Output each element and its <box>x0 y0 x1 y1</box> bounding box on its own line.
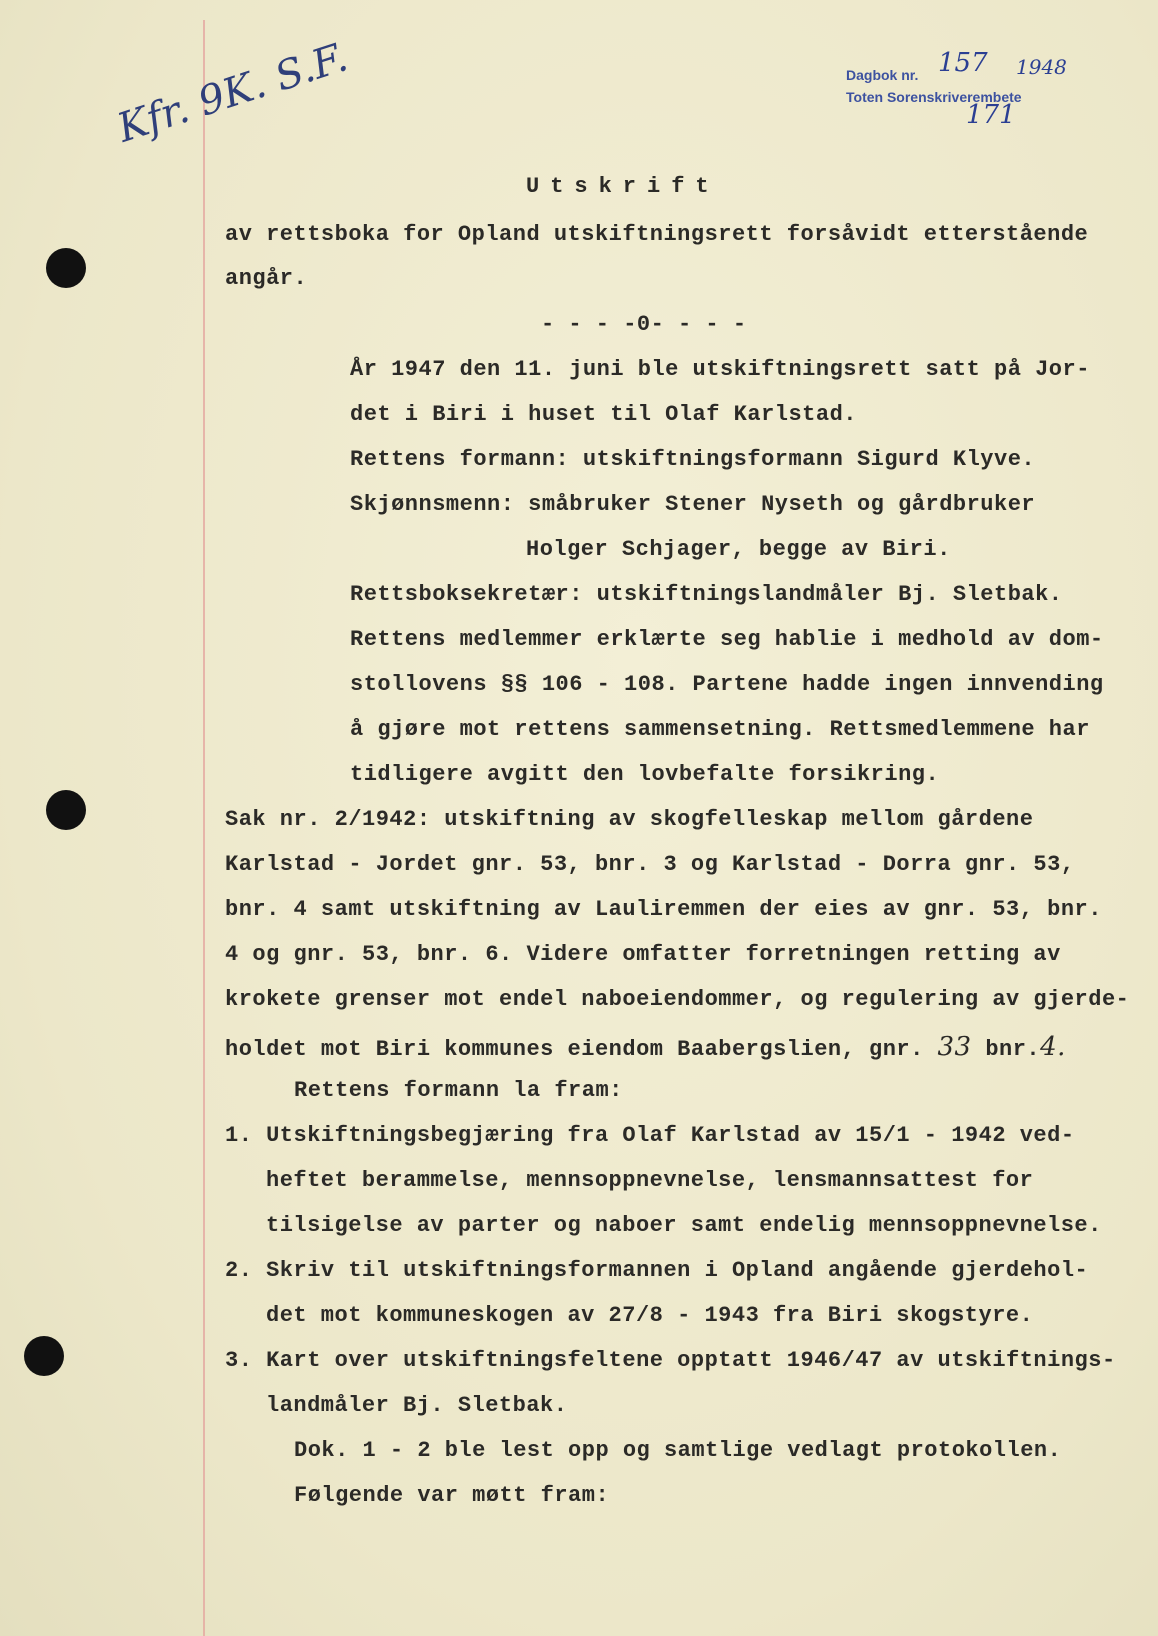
bnr-label: bnr. <box>985 1037 1041 1062</box>
punch-hole <box>46 790 86 830</box>
text-line: Rettsboksekretær: utskiftningslandmåler Bj. Sletbak. <box>350 582 1063 607</box>
text-line: tilsigelse av parter og naboer samt endelig mennsoppnevnelse. <box>266 1213 1102 1238</box>
stamp-year: 1948 <box>1016 55 1067 79</box>
text-line: År 1947 den 11. juni ble utskiftningsrett satt på Jor- <box>350 357 1090 382</box>
document-title: Utskrift <box>526 174 720 199</box>
text-line: heftet berammelse, mennsoppnevnelse, lensmannsattest for <box>266 1168 1034 1193</box>
text-line: Karlstad - Jordet gnr. 53, bnr. 3 og Karlstad - Dorra gnr. 53, <box>225 852 1075 877</box>
punch-hole <box>24 1336 64 1376</box>
text-line: Rettens medlemmer erklærte seg hablie i medhold av dom- <box>350 627 1104 652</box>
text-line: 4 og gnr. 53, bnr. 6. Videre omfatter forretningen retting av <box>225 942 1061 967</box>
stamp-entry-number: 157 <box>938 48 988 78</box>
text-line: å gjøre mot rettens sammensetning. Rettsmedlemmene har <box>350 717 1090 742</box>
margin-rule <box>203 20 205 1636</box>
stamp-dagbok-label: Dagbok nr. <box>846 67 919 83</box>
text-line: stollovens §§ 106 - 108. Partene hadde ingen innvending <box>350 672 1104 697</box>
text-line: Rettens formann: utskiftningsformann Sigurd Klyve. <box>350 447 1036 472</box>
text-line: det i Biri i huset til Olaf Karlstad. <box>350 402 857 427</box>
text-line: av rettsboka for Opland utskiftningsrett forsåvidt etterstående <box>225 222 1089 247</box>
text-line: Holger Schjager, begge av Biri. <box>526 537 951 562</box>
text-line-main: holdet mot Biri kommunes eiendom Baabergslien, gnr. <box>225 1037 924 1062</box>
list-item: 2. Skriv til utskiftningsformannen i Opland angående gjerdehol- <box>225 1258 1089 1283</box>
text-line: bnr. 4 samt utskiftning av Lauliremmen der eies av gnr. 53, bnr. <box>225 897 1102 922</box>
text-line: Dok. 1 - 2 ble lest opp og samtlige vedlagt protokollen. <box>294 1438 1062 1463</box>
list-item: 1. Utskiftningsbegjæring fra Olaf Karlstad av 15/1 - 1942 ved- <box>225 1123 1075 1148</box>
text-line: Rettens formann la fram: <box>294 1078 623 1103</box>
text-line: tidligere avgitt den lovbefalte forsikring. <box>350 762 940 787</box>
handwritten-gnr: 33 <box>937 1032 972 1062</box>
margin-handwritten-note: Kfr. 9K. S.F. <box>112 34 354 152</box>
list-item: 3. Kart over utskiftningsfeltene opptatt 1946/47 av utskiftnings- <box>225 1348 1116 1373</box>
separator-line: - - - -0- - - - <box>541 312 747 337</box>
punch-hole <box>46 248 86 288</box>
text-line: angår. <box>225 266 308 291</box>
text-line: krokete grenser mot endel naboeiendommer, og regulering av gjerde- <box>225 987 1130 1012</box>
stamp-folio: 171 <box>966 100 1016 130</box>
handwritten-bnr: 4. <box>1040 1032 1066 1062</box>
text-line: det mot kommuneskogen av 27/8 - 1943 fra Biri skogstyre. <box>266 1303 1034 1328</box>
text-line: Skjønnsmenn: småbruker Stener Nyseth og gårdbruker <box>350 492 1036 517</box>
text-line: Følgende var møtt fram: <box>294 1483 610 1508</box>
stamp-office: Toten Sorenskriverembete <box>846 89 1022 105</box>
text-line: Sak nr. 2/1942: utskiftning av skogfelleskap mellom gårdene <box>225 807 1034 832</box>
text-line <box>225 1032 1066 1062</box>
text-line: landmåler Bj. Sletbak. <box>266 1393 568 1418</box>
